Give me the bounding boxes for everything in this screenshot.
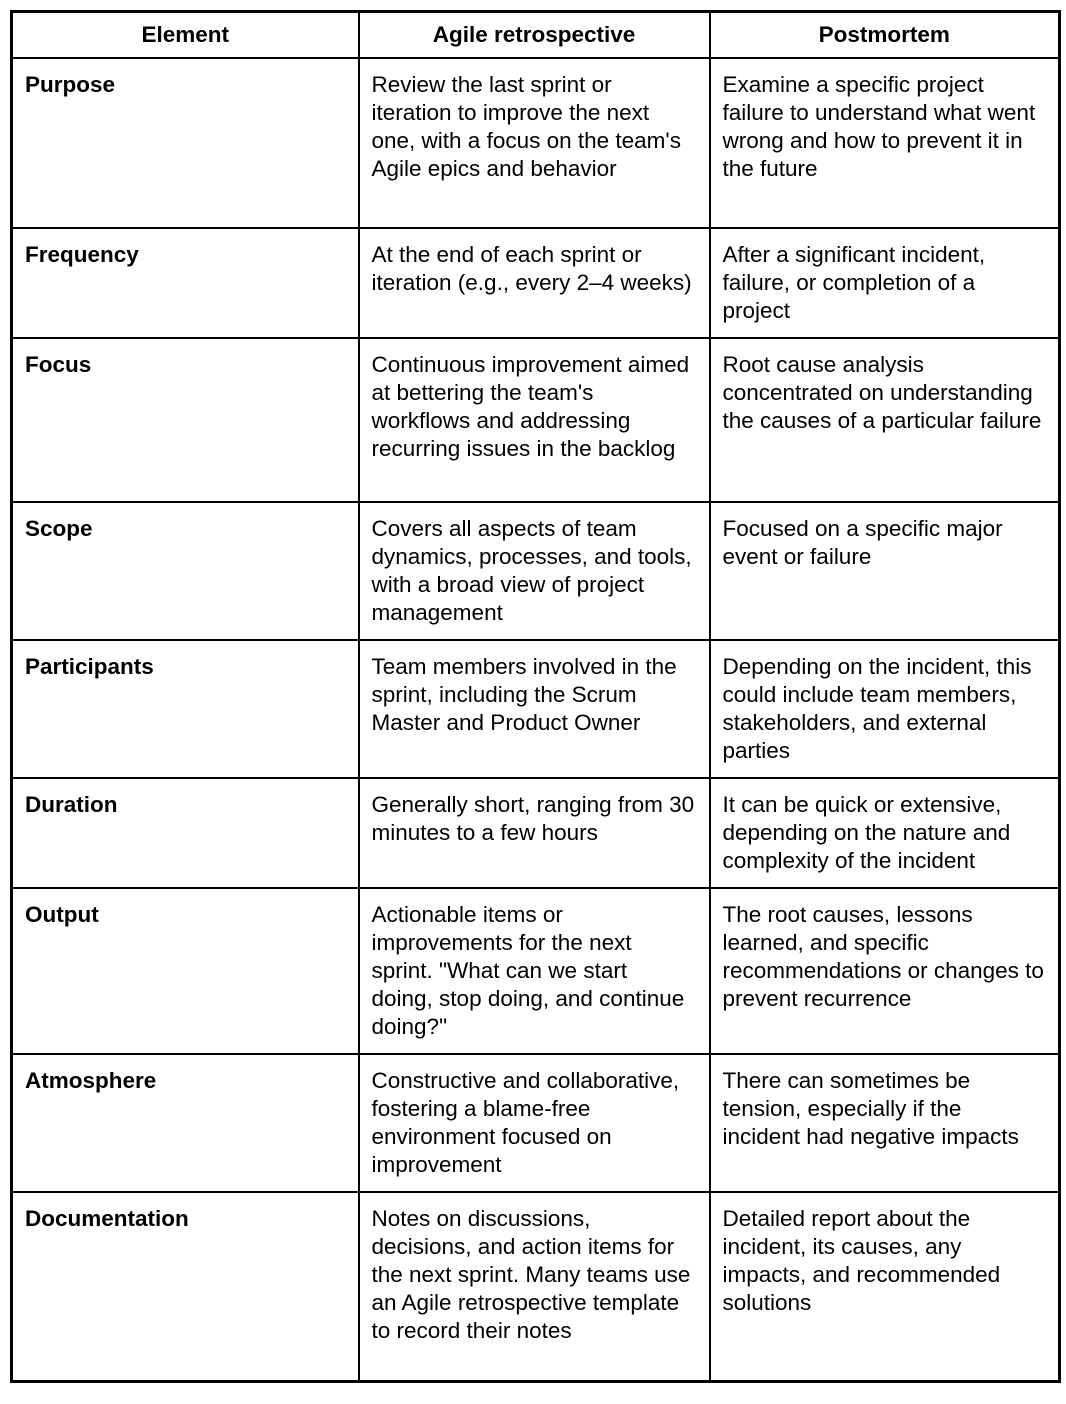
agile-cell-frequency: At the end of each sprint or iteration (e.g., every 2–4 weeks) <box>359 228 710 338</box>
postmortem-cell-participants: Depending on the incident, this could include team members, stakeholders, and external parties <box>710 640 1060 778</box>
table-row-participants <box>12 640 1060 778</box>
agile-cell-purpose: Review the last sprint or iteration to improve the next one, with a focus on the team's Agile epics and behavior <box>359 58 710 228</box>
postmortem-cell-focus: Root cause analysis concentrated on understanding the causes of a particular failure <box>710 338 1060 502</box>
row-label-purpose: Purpose <box>12 58 359 228</box>
agile-cell-duration: Generally short, ranging from 30 minutes to a few hours <box>359 778 710 888</box>
table-row-focus <box>12 338 1060 502</box>
table-row-documentation <box>12 1192 1060 1381</box>
agile-cell-atmosphere: Constructive and collaborative, fostering a blame-free environment focused on improvement <box>359 1054 710 1192</box>
table-row-duration <box>12 778 1060 888</box>
header-element: Element <box>12 12 359 59</box>
agile-cell-participants: Team members involved in the sprint, including the Scrum Master and Product Owner <box>359 640 710 778</box>
postmortem-cell-output: The root causes, lessons learned, and specific recommendations or changes to prevent recurrence <box>710 888 1060 1054</box>
row-label-documentation: Documentation <box>12 1192 359 1381</box>
agile-cell-scope: Covers all aspects of team dynamics, processes, and tools, with a broad view of project management <box>359 502 710 640</box>
row-label-duration: Duration <box>12 778 359 888</box>
table-row-scope <box>12 502 1060 640</box>
row-label-atmosphere: Atmosphere <box>12 1054 359 1192</box>
table-row-purpose <box>12 58 1060 228</box>
row-label-frequency: Frequency <box>12 228 359 338</box>
row-label-participants: Participants <box>12 640 359 778</box>
agile-cell-focus: Continuous improvement aimed at bettering the team's workflows and addressing recurring issues in the backlog <box>359 338 710 502</box>
postmortem-cell-purpose: Examine a specific project failure to understand what went wrong and how to prevent it in the future <box>710 58 1060 228</box>
header-agile-retrospective: Agile retrospective <box>359 12 710 59</box>
agile-cell-output: Actionable items or improvements for the next sprint. "What can we start doing, stop doing, and continue doing?" <box>359 888 710 1054</box>
agile-cell-documentation: Notes on discussions, decisions, and action items for the next sprint. Many teams use an Agile retrospective template to record their notes <box>359 1192 710 1381</box>
row-label-scope: Scope <box>12 502 359 640</box>
table-row-frequency <box>12 228 1060 338</box>
row-label-output: Output <box>12 888 359 1054</box>
postmortem-cell-documentation: Detailed report about the incident, its causes, any impacts, and recommended solutions <box>710 1192 1060 1381</box>
table-row-atmosphere <box>12 1054 1060 1192</box>
comparison-table <box>10 10 1061 1383</box>
postmortem-cell-scope: Focused on a specific major event or failure <box>710 502 1060 640</box>
row-label-focus: Focus <box>12 338 359 502</box>
postmortem-cell-frequency: After a significant incident, failure, or completion of a project <box>710 228 1060 338</box>
header-row <box>12 12 1060 59</box>
table-row-output <box>12 888 1060 1054</box>
postmortem-cell-atmosphere: There can sometimes be tension, especially if the incident had negative impacts <box>710 1054 1060 1192</box>
header-postmortem: Postmortem <box>710 12 1060 59</box>
postmortem-cell-duration: It can be quick or extensive, depending on the nature and complexity of the incident <box>710 778 1060 888</box>
